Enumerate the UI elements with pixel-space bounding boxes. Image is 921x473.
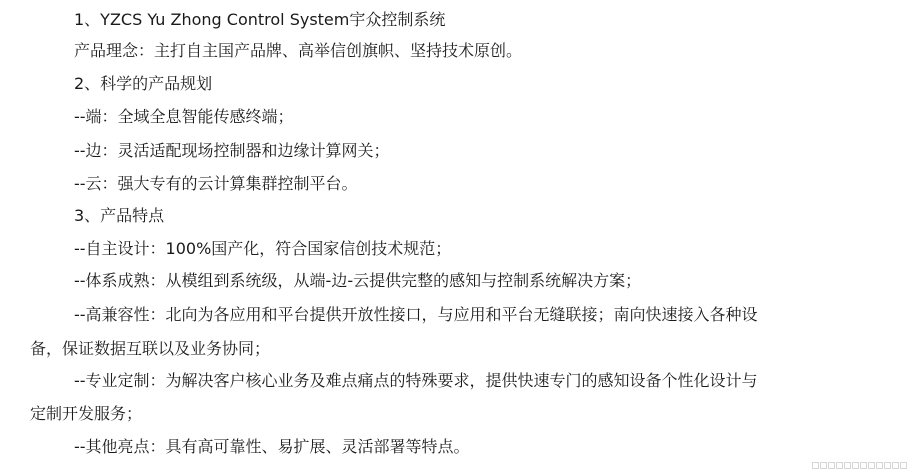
heading-product-planning: 2、科学的产品规划 [74, 74, 213, 93]
planning-item-cloud: --云：强大专有的云计算集群控制平台。 [74, 174, 358, 193]
planning-item-edge-device: --端：全域全息智能传感终端； [74, 107, 294, 126]
product-philosophy: 产品理念：主打自主国产品牌、高举信创旗帜、坚持技术原创。 [74, 41, 523, 60]
heading-product-features: 3、产品特点 [74, 206, 165, 225]
feature-compatibility-cont: 备，保证数据互联以及业务协同； [30, 339, 271, 358]
watermark-boxes [812, 462, 907, 469]
heading-product-name: 1、YZCS Yu Zhong Control System宇众控制系统 [74, 10, 446, 29]
feature-other-highlights: --其他亮点：具有高可靠性、易扩展、灵活部署等特点。 [74, 437, 470, 456]
feature-compatibility: --高兼容性：北向为各应用和平台提供开放性接口，与应用和平台无缝联接；南向快速接入各种设 [74, 305, 758, 324]
feature-customization-cont: 定制开发服务； [30, 404, 143, 423]
planning-item-edge: --边：灵活适配现场控制器和边缘计算网关； [74, 141, 390, 160]
feature-independent-design: --自主设计：100%国产化，符合国家信创技术规范； [74, 239, 452, 258]
feature-mature-system: --体系成熟：从模组到系统级，从端-边-云提供完整的感知与控制系统解决方案； [74, 271, 642, 290]
feature-customization: --专业定制：为解决客户核心业务及难点痛点的特殊要求，提供快速专门的感知设备个性化设计与 [74, 371, 758, 390]
